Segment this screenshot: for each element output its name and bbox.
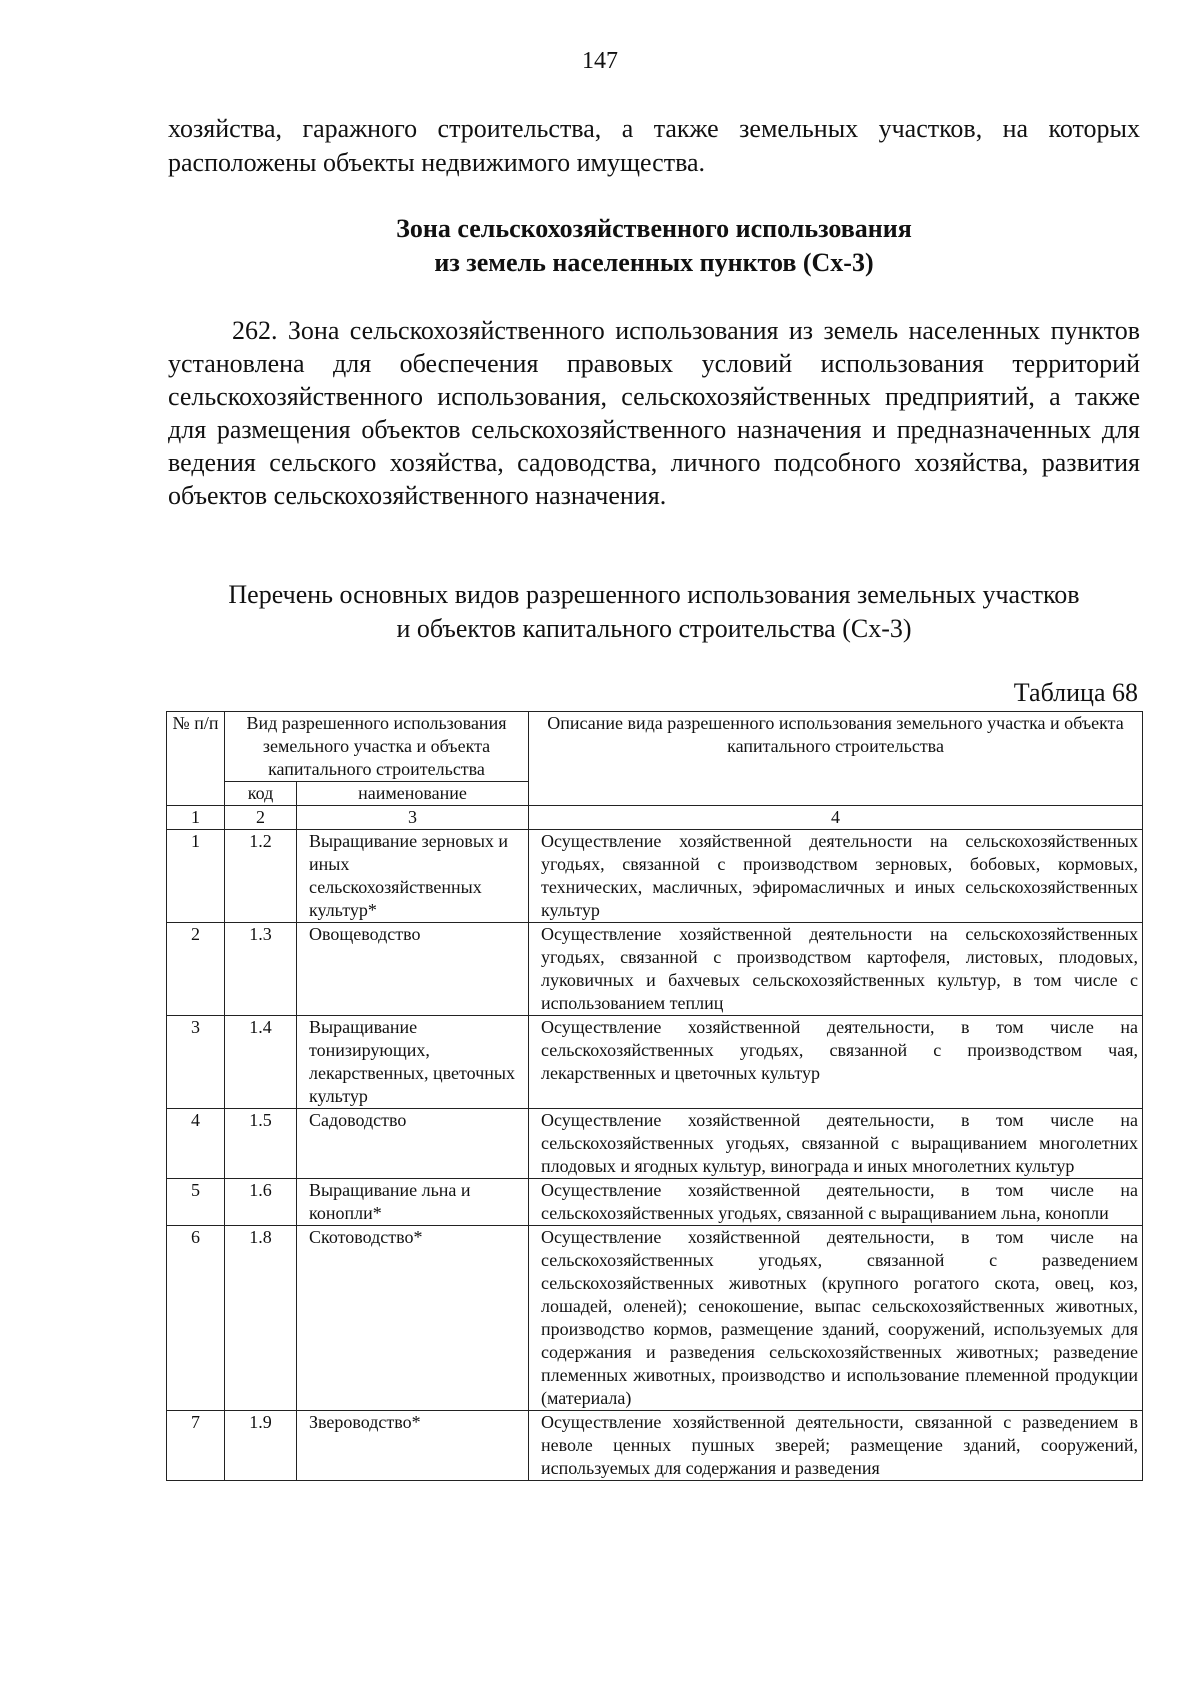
- header-num: № п/п: [167, 712, 225, 806]
- intro-text: хозяйства, гаражного строительства, а также земельных участков, на которых расположены объекты недвижимого имущества.: [168, 114, 1140, 177]
- row-desc: Осуществление хозяйственной деятельности, связанной с разведением в неволе ценных пушных зверей; размещение зданий, сооружений, используемых для содержания и разведения: [529, 1411, 1143, 1481]
- row-num: 2: [167, 923, 225, 1016]
- row-code: 1.9: [225, 1411, 297, 1481]
- page-number: 147: [582, 48, 618, 74]
- row-name: Скотоводство*: [297, 1226, 529, 1411]
- row-num: 1: [167, 830, 225, 923]
- row-name: Выращивание зерновых и иных сельскохозяйственных культур*: [297, 830, 529, 923]
- list-title: [168, 578, 1140, 646]
- column-index: 3: [297, 806, 529, 830]
- row-num: 5: [167, 1179, 225, 1226]
- row-name: Выращивание тонизирующих, лекарственных, цветочных культур: [297, 1016, 529, 1109]
- list-title-line1: Перечень основных видов разрешенного использования земельных участков: [228, 580, 1080, 609]
- row-code: 1.6: [225, 1179, 297, 1226]
- row-code: 1.8: [225, 1226, 297, 1411]
- paragraph-262: [168, 314, 1140, 512]
- row-code: 1.4: [225, 1016, 297, 1109]
- permitted-use-table: [166, 711, 1143, 1481]
- table-row: [167, 923, 1143, 1016]
- row-name: Садоводство: [297, 1109, 529, 1179]
- header-name: наименование: [297, 782, 529, 806]
- table-row: [167, 1226, 1143, 1411]
- row-num: 6: [167, 1226, 225, 1411]
- paragraph-262-text: 262. Зона сельскохозяйственного использования из земель населенных пунктов установлена для обеспечения правовых условий использования территорий сельскохозяйственного использования, сельскохозяйственных предприятий, а также для размещения объектов сельскохозяйственного назначения и предназначенных для ведения сельского хозяйства, садоводства, личного подсобного хозяйства, развития объектов сельскохозяйственного назначения.: [168, 316, 1140, 510]
- row-desc: Осуществление хозяйственной деятельности на сельскохозяйственных угодьях, связанной с производством картофеля, листовых, плодовых, луковичных и бахчевых сельскохозяйственных культур, в том числе с использованием теплиц: [529, 923, 1143, 1016]
- table-label: Таблица 68: [1013, 678, 1138, 707]
- column-index: 1: [167, 806, 225, 830]
- zone-title-line1: Зона сельскохозяйственного использования: [396, 214, 912, 243]
- row-desc: Осуществление хозяйственной деятельности, в том числе на сельскохозяйственных угодьях, связанной с выращиванием льна, конопли: [529, 1179, 1143, 1226]
- row-name: Звероводство*: [297, 1411, 529, 1481]
- row-code: 1.5: [225, 1109, 297, 1179]
- table-header-row: [167, 712, 1143, 782]
- list-title-line2: и объектов капитального строительства (Сх-3): [396, 614, 912, 643]
- row-num: 3: [167, 1016, 225, 1109]
- table-row: [167, 830, 1143, 923]
- row-num: 7: [167, 1411, 225, 1481]
- header-desc: Описание вида разрешенного использования земельного участка и объекта капитального строительства: [529, 712, 1143, 806]
- zone-title: [168, 212, 1140, 280]
- row-name: Овощеводство: [297, 923, 529, 1016]
- table-row: [167, 1016, 1143, 1109]
- column-index: 2: [225, 806, 297, 830]
- row-name: Выращивание льна и конопли*: [297, 1179, 529, 1226]
- header-code: код: [225, 782, 297, 806]
- table-row: [167, 1109, 1143, 1179]
- header-kind: Вид разрешенного использования земельного участка и объекта капитального строительства: [225, 712, 529, 782]
- row-desc: Осуществление хозяйственной деятельности на сельскохозяйственных угодьях, связанной с производством зерновых, бобовых, кормовых, технических, масличных, эфиромасличных и иных сельскохозяйственных культур: [529, 830, 1143, 923]
- row-code: 1.3: [225, 923, 297, 1016]
- row-code: 1.2: [225, 830, 297, 923]
- table-row: [167, 1411, 1143, 1481]
- row-desc: Осуществление хозяйственной деятельности, в том числе на сельскохозяйственных угодьях, связанной с выращиванием многолетних плодовых и ягодных культур, винограда и иных многолетних культур: [529, 1109, 1143, 1179]
- column-index-row: [167, 806, 1143, 830]
- row-desc: Осуществление хозяйственной деятельности, в том числе на сельскохозяйственных угодьях, связанной с производством чая, лекарственных и цветочных культур: [529, 1016, 1143, 1109]
- column-index: 4: [529, 806, 1143, 830]
- row-num: 4: [167, 1109, 225, 1179]
- row-desc: Осуществление хозяйственной деятельности, в том числе на сельскохозяйственных угодьях, связанной с разведением сельскохозяйственных животных (крупного рогатого скота, овец, коз, лошадей, оленей); сенокошение, выпас сельскохозяйственных животных, производство кормов, размещение зданий, сооружений, используемых для содержания и разведения сельскохозяйственных животных; разведение племенных животных, производство и использование племенной продукции (материала): [529, 1226, 1143, 1411]
- table-row: [167, 1179, 1143, 1226]
- zone-title-line2: из земель населенных пунктов (Сх-3): [434, 248, 874, 277]
